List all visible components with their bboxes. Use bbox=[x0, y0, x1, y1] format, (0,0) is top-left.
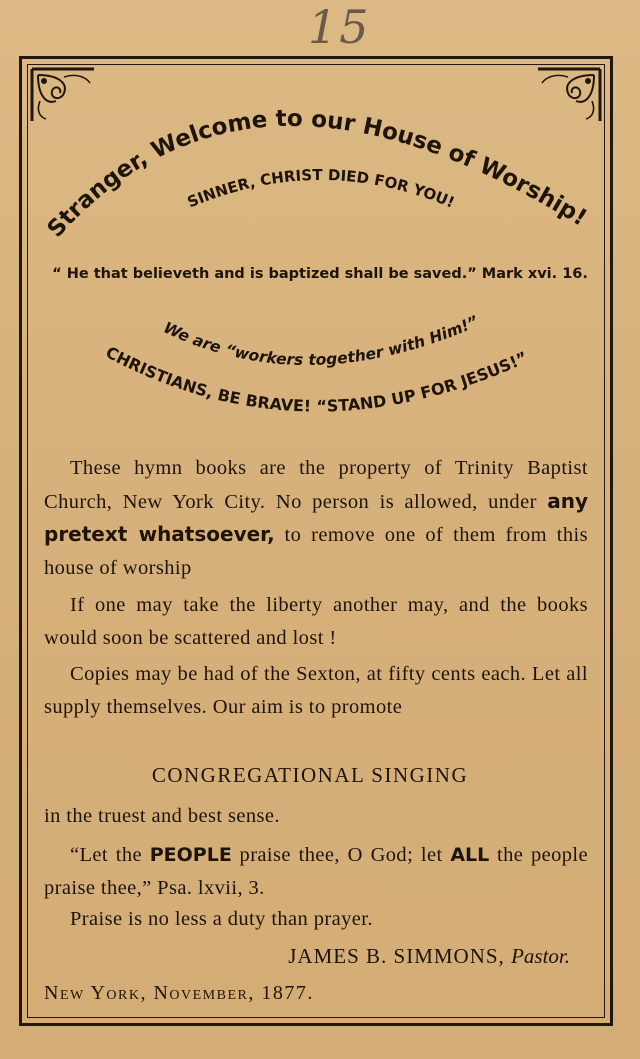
dateline: New York, November, 1877. bbox=[44, 982, 314, 1004]
liberty-paragraph bbox=[44, 589, 588, 654]
psalm-text-2: praise thee, O God; let bbox=[231, 844, 451, 866]
pastor-signature bbox=[40, 944, 570, 969]
pastor-name: JAMES B. SIMMONS, bbox=[288, 944, 505, 968]
notice-text-end: to remove one of them from this house of worship bbox=[44, 524, 588, 579]
notice-emphasis: any pretext whatsoever, bbox=[44, 488, 588, 546]
congregational-singing-heading: CONGREGATIONAL SINGING bbox=[151, 763, 469, 787]
notice-text-start: These hymn books are the property of Trinity Baptist Church, New York City. No person is allowed, under bbox=[44, 457, 588, 513]
scripture-quote: “ He that believeth and is baptized shall be saved.” Mark xvi. 16. bbox=[52, 266, 588, 282]
liberty-text: If one may take the liberty another may, and the books would soon be scattered and lost ! bbox=[44, 594, 588, 649]
sinner-arc-text: SINNER, CHRIST DIED FOR YOU! bbox=[184, 165, 458, 212]
copies-text: Copies may be had of the Sexton, at fifty cents each. Let all supply themselves. Our aim is to promote bbox=[44, 663, 588, 718]
psalm-emphasis-all: ALL bbox=[450, 844, 490, 866]
psalm-text-1: “Let the bbox=[70, 844, 150, 866]
pastor-title: Pastor. bbox=[511, 944, 570, 968]
copies-paragraph bbox=[44, 658, 588, 723]
property-notice-paragraph bbox=[44, 452, 588, 584]
psalm-emphasis-people: PEOPLE bbox=[149, 844, 232, 866]
handwritten-page-number: 15 bbox=[308, 0, 371, 54]
arched-text-block bbox=[0, 0, 640, 460]
christians-arc-text: CHRISTIANS, BE BRAVE! “STAND UP FOR JESUS!” bbox=[102, 342, 531, 416]
workers-arc-text: We are “workers together with Him!” bbox=[160, 312, 481, 370]
welcome-arc-text: Stranger, Welcome to our House of Worship! bbox=[42, 105, 592, 243]
psalm-text-3: the people praise thee,” Psa. lxvii, 3. bbox=[44, 844, 589, 899]
praise-line: Praise is no less a duty than prayer. bbox=[70, 908, 373, 930]
sense-line: in the truest and best sense. bbox=[44, 805, 280, 827]
psalm-paragraph bbox=[44, 839, 588, 904]
